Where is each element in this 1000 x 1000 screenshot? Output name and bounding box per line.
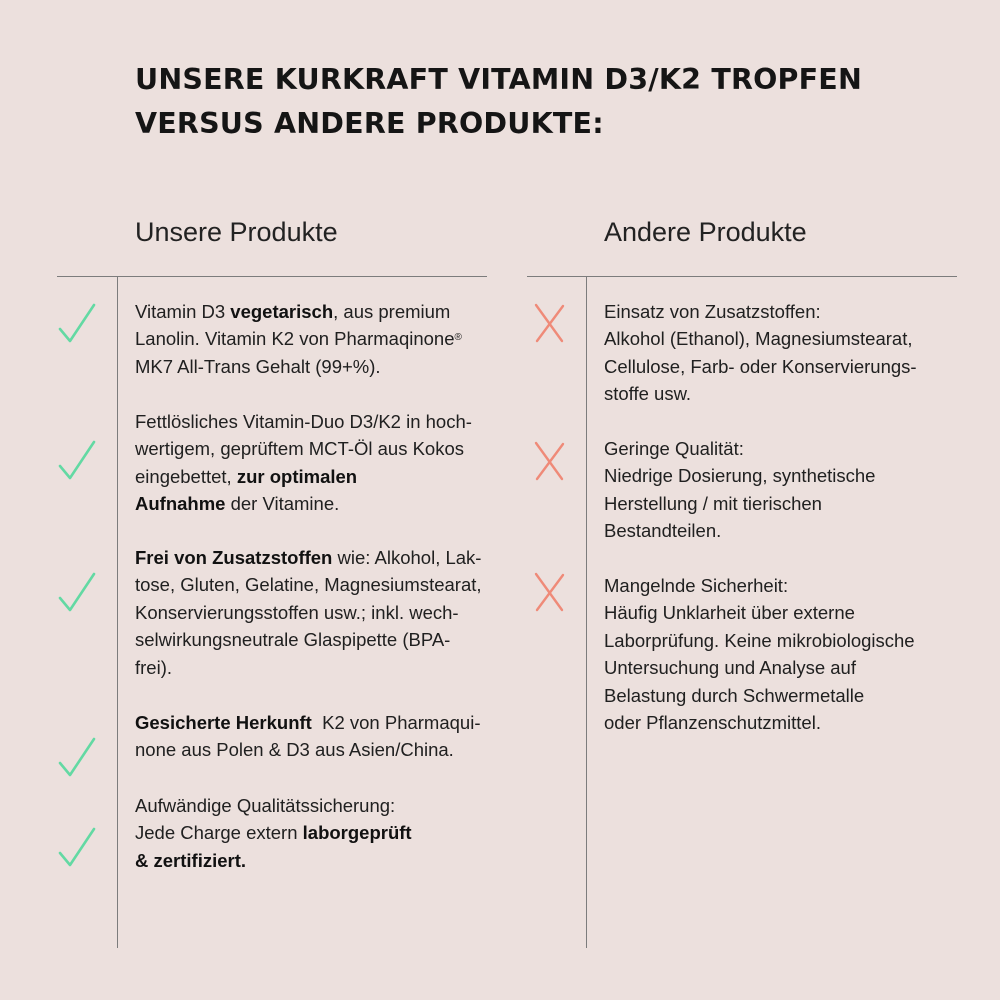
check-icon	[57, 302, 97, 344]
divider-others-vertical	[586, 276, 587, 948]
others-item-additives: Einsatz von Zusatzstoffen: Alkohol (Ethanol), Magnesiumstearat, Cellulose, Farb- oder Konservierungs- stoffe usw.	[604, 301, 917, 405]
cross-icon	[530, 302, 570, 344]
column-heading-others: Andere Produkte	[604, 217, 807, 247]
title-line-1: UNSERE KURKRAFT VITAMIN D3/K2 TROPFEN	[135, 63, 863, 96]
page-title	[135, 58, 955, 146]
cross-icon	[530, 440, 570, 482]
others-item-safety: Mangelnde Sicherheit: Häufig Unklarheit über externe Laborprüfung. Keine mikrobiologische Untersuchung und Analyse auf Belastung durch Schwermetalle oder Pflanzenschutzmittel.	[604, 575, 915, 734]
ours-item-vegetarian: Vitamin D3 vegetarisch, aus premium Lanolin. Vitamin K2 von Pharmaqinone® MK7 All-Trans Gehalt (99+%).	[135, 301, 462, 377]
divider-ours-horizontal	[57, 276, 487, 277]
check-icon	[57, 826, 97, 868]
divider-ours-vertical	[117, 276, 118, 948]
check-icon	[57, 736, 97, 778]
column-heading-ours: Unsere Produkte	[135, 217, 338, 247]
ours-item-additive-free: Frei von Zusatzstoffen wie: Alkohol, Lak- tose, Gluten, Gelatine, Magnesiumstearat, Konservierungsstoffen usw.; inkl. wech- selwirkungsneutrale Glaspipette (BPA- frei).	[135, 547, 482, 678]
cross-icon	[530, 571, 570, 613]
ours-item-origin: Gesicherte Herkunft K2 von Pharmaqui- none aus Polen & D3 aus Asien/China.	[135, 712, 481, 761]
title-line-2: VERSUS ANDERE PRODUKTE:	[135, 107, 604, 140]
others-item-low-quality: Geringe Qualität: Niedrige Dosierung, synthetische Herstellung / mit tierischen Bestandteilen.	[604, 438, 876, 542]
ours-item-quality: Aufwändige Qualitätssicherung: Jede Charge extern laborgeprüft & zertifiziert.	[135, 795, 412, 871]
ours-item-mct-oil: Fettlösliches Vitamin-Duo D3/K2 in hoch- wertigem, geprüftem MCT-Öl aus Kokos eingebettet, zur optimalen Aufnahme der Vitamine.	[135, 411, 472, 515]
check-icon	[57, 571, 97, 613]
divider-others-horizontal	[527, 276, 957, 277]
check-icon	[57, 439, 97, 481]
